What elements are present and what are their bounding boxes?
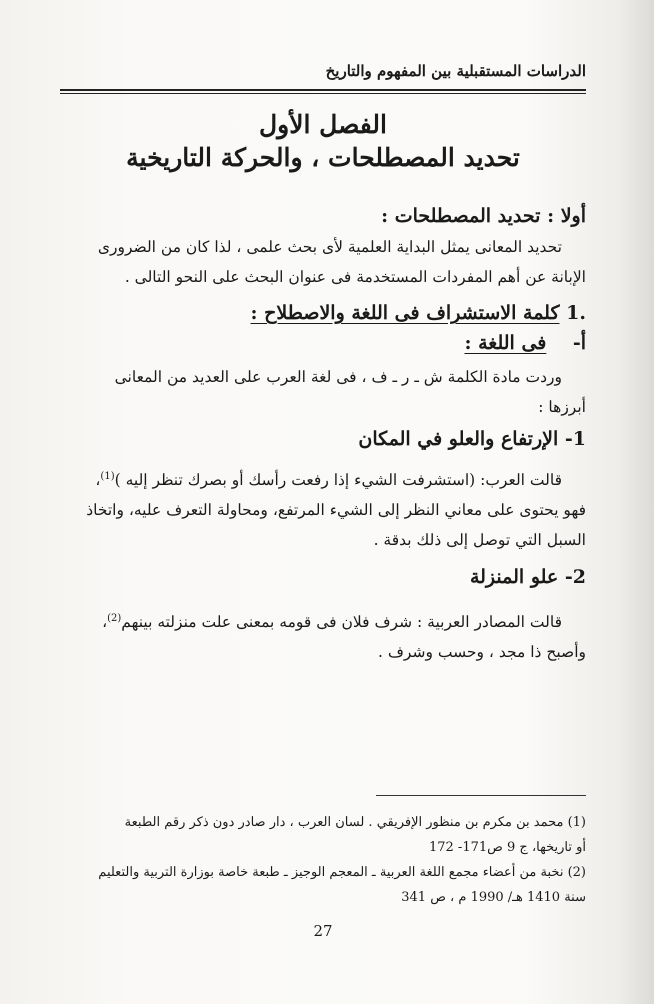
paragraph-line: الإبانة عن أهم المفردات المستخدمة فى عنوان البحث على النحو التالى .: [124, 268, 586, 286]
paragraph-line: أبرزها :: [538, 398, 586, 416]
header-rule-thin: [60, 93, 586, 94]
page-spine-shadow: [618, 0, 654, 1004]
subsection-number: .1: [566, 302, 586, 324]
footnote-ref: (1): [100, 471, 115, 482]
chapter-title: الفصل الأول: [259, 110, 387, 139]
subsection-heading-istishraf: [60, 302, 586, 324]
meaning-heading-2: 2- علو المنزلة: [469, 566, 586, 588]
paragraph-line: فهو يحتوى على معاني النظر إلى الشيء المرتفع، ومحاولة التعرف عليه، واتخاذ: [86, 501, 586, 520]
chapter-subtitle: تحديد المصطلحات ، والحركة التاريخية: [126, 143, 520, 172]
header-rule-thick: [60, 89, 586, 91]
paragraph-line: السبل التي توصل إلى ذلك بدقة .: [373, 531, 586, 550]
subsection-letter: أ-: [572, 332, 586, 354]
footnotes: [60, 810, 586, 910]
paragraph-line: [60, 604, 586, 637]
paragraph-line: وردت مادة الكلمة ش ـ ر ـ ف ، فى لغة العرب على العديد من المعانى: [114, 368, 562, 386]
punctuation: ،: [95, 471, 101, 490]
footnote-line: (2) نخبة من أعضاء مجمع اللغة العربية ـ المعجم الوجيز ـ طبعة خاصة بوزارة التربية والتعليم: [98, 865, 586, 880]
footnote-line: (1) محمد بن مكرم بن منظور الإفريقي . لسان العرب ، دار صادر دون ذكر رقم الطبعة: [124, 815, 586, 830]
paragraph-root: [60, 362, 586, 422]
footnote-line: أو تاريخها، ج 9 ص171- 172: [428, 840, 586, 855]
section-heading-terms: أولا : تحديد المصطلحات :: [381, 205, 586, 227]
footnote-ref: (2): [107, 613, 122, 624]
quote-text: قالت المصادر العربية : شرف فلان فى قومه بمعنى علت منزلته بينهم: [121, 613, 562, 632]
footnote-separator: [376, 795, 586, 796]
subsection-title: فى اللغة :: [464, 332, 547, 354]
running-header: الدراسات المستقبلية بين المفهوم والتاريخ: [325, 62, 586, 80]
footnote-line: سنة 1410 هـ/ 1990 م ، ص 341: [401, 890, 586, 905]
page-number: 27: [313, 922, 333, 940]
paragraph-line: وأصبح ذا مجد ، وحسب وشرف .: [378, 643, 586, 662]
subsection-heading-language: [60, 332, 586, 354]
punctuation: ،: [102, 613, 108, 632]
paragraph-line: [60, 462, 586, 495]
paragraph-meaning-2: [60, 604, 586, 667]
paragraph-line: تحديد المعانى يمثل البداية العلمية لأى بحث علمى ، لذا كان من الضرورى: [97, 238, 562, 256]
meaning-heading-1: 1- الإرتفاع والعلو في المكان: [358, 428, 586, 450]
quote-text: قالت العرب: (استشرفت الشيء إذا رفعت رأسك أو بصرك تنظر إليه ): [114, 471, 562, 490]
paragraph-meaning-1: [60, 462, 586, 555]
paragraph-intro: [60, 232, 586, 292]
subsection-title: كلمة الاستشراف فى اللغة والاصطلاح :: [250, 302, 560, 324]
